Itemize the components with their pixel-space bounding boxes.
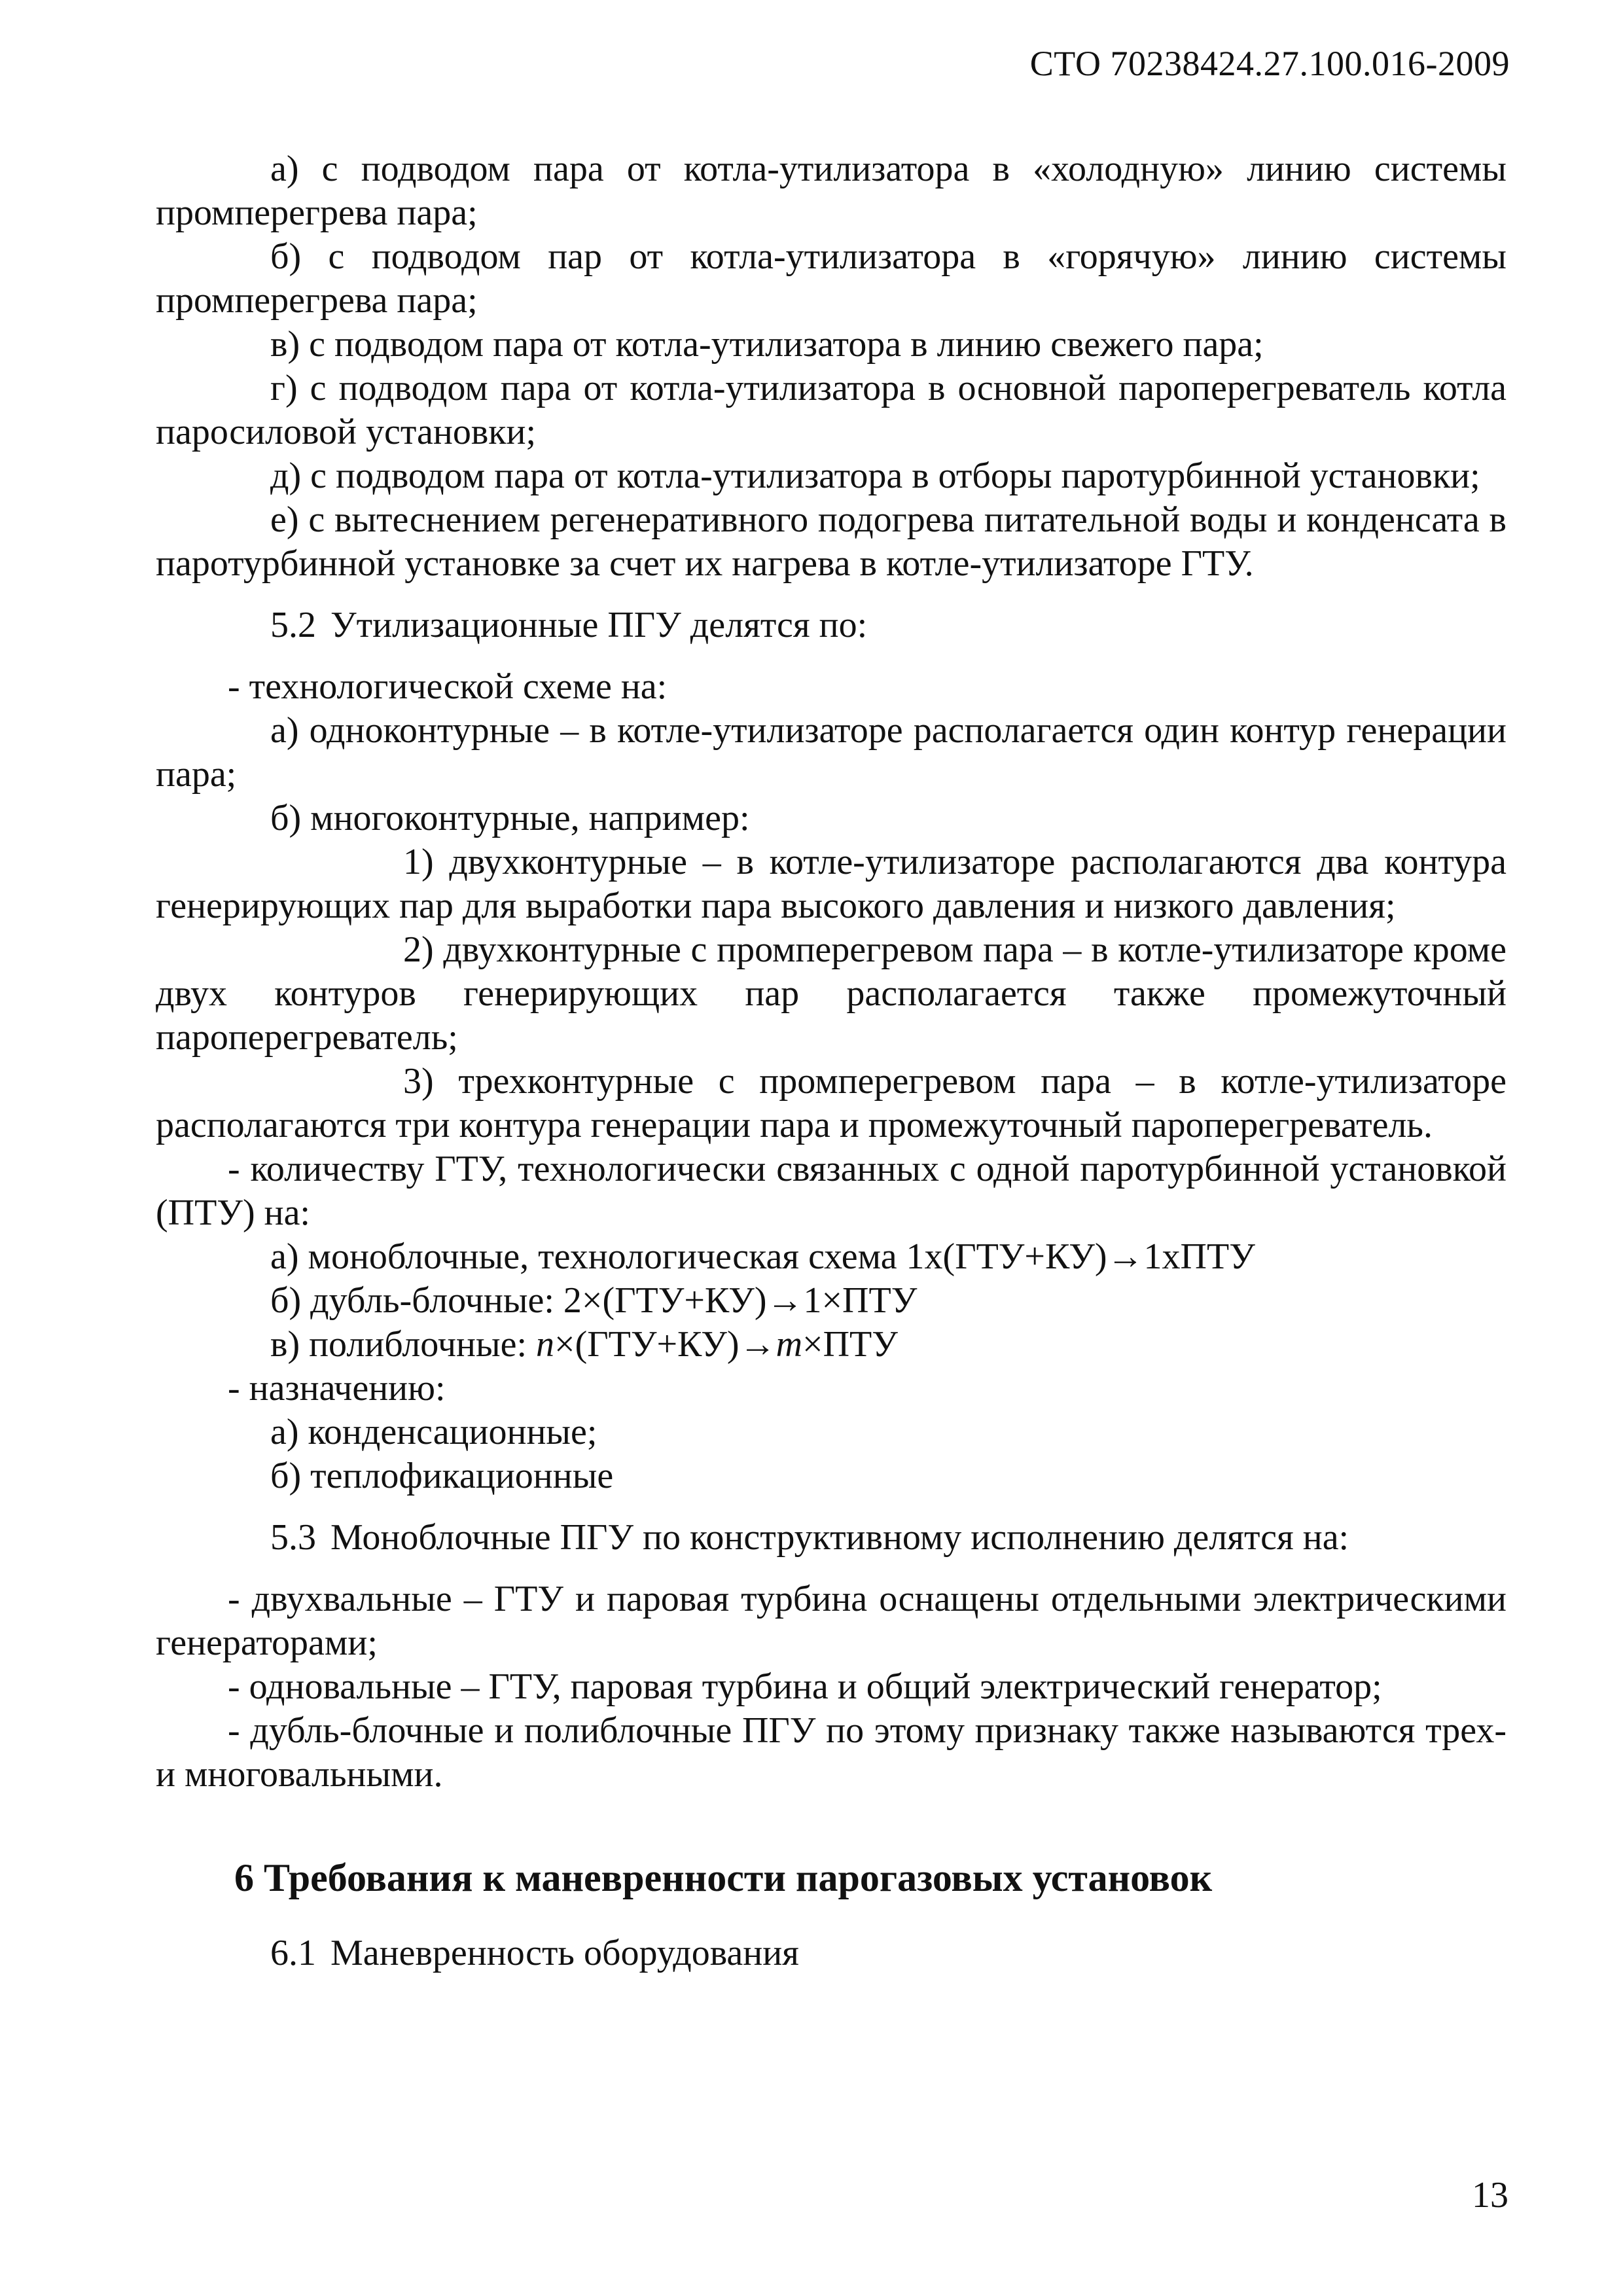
count-item-a: а) моноблочные, технологическая схема 1х(ГТУ+КУ)→1хПТУ xyxy=(270,1236,1255,1277)
clause-5-2 xyxy=(156,603,1507,647)
scheme-item-b1: 1) двухконтурные – в котле-утилизаторе располагаются два контура генерирующих пар для выработки пара высокого давления и низкого давления; xyxy=(156,842,1507,926)
clause-number: 5.3 xyxy=(270,1517,316,1558)
clause-text: Утилизационные ПГУ делятся по: xyxy=(330,605,868,645)
paragraph-list-item-d: д) с подводом пара от котла-утилизатора в отборы паротурбинной установки; xyxy=(270,456,1480,496)
paragraph-list-item-v: в) с подводом пара от котла-утилизатора в линию свежего пара; xyxy=(270,324,1264,365)
bullet-count: - количеству ГТУ, технологически связанных с одной паротурбинной установкой (ПТУ) на: xyxy=(156,1149,1507,1233)
clause-text: Моноблочные ПГУ по конструктивному исполнению делятся на: xyxy=(330,1517,1349,1558)
document-body xyxy=(156,147,1507,1975)
scheme-item-b2: 2) двухконтурные с промперегревом пара – в котле-утилизаторе кроме двух контуров генерирующих пар располагается также промежуточный пароперегреватель; xyxy=(156,929,1507,1058)
page-number: 13 xyxy=(1472,2175,1508,2215)
paragraph-list-item-g: г) с подводом пара от котла-утилизатора в основной пароперегреватель котла паросиловой установки; xyxy=(156,368,1507,452)
count-item-v: в) полиблочные: n×(ГТУ+КУ)→m×ПТУ xyxy=(270,1324,898,1365)
clause-number: 5.2 xyxy=(270,605,316,645)
bullet-single-shaft: - одновальные – ГТУ, паровая турбина и общий электрический генератор; xyxy=(228,1666,1382,1707)
bullet-multi-shaft: - дубль-блочные и полиблочные ПГУ по этому признаку также называются трех- и многовальными. xyxy=(156,1710,1507,1795)
clause-text: Маневренность оборудования xyxy=(330,1933,799,1973)
section-heading: 6 Требования к маневренности парогазовых установок xyxy=(234,1856,1213,1899)
scheme-item-b: б) многоконтурные, например: xyxy=(270,798,750,838)
clause-number: 6.1 xyxy=(270,1933,316,1973)
count-item-b: б) дубль-блочные: 2×(ГТУ+КУ)→1×ПТУ xyxy=(270,1280,918,1321)
paragraph-list-item-a: а) с подводом пара от котла-утилизатора в «холодную» линию системы промперегрева пара; xyxy=(156,149,1507,233)
scheme-item-b3: 3) трехконтурные с промперегревом пара – в котле-утилизаторе располагаются три контура генерации пара и промежуточный пароперегреватель. xyxy=(156,1061,1507,1145)
clause-5-3 xyxy=(156,1516,1507,1560)
paragraph-list-item-e: е) с вытеснением регенеративного подогрева питательной воды и конденсата в паротурбинной установке за счет их нагрева в котле-утилизаторе ГТУ. xyxy=(156,499,1507,584)
bullet-purpose: - назначению: xyxy=(228,1368,446,1408)
scheme-item-a: а) одноконтурные – в котле-утилизаторе располагается один контур генерации пара; xyxy=(156,710,1507,795)
bullet-two-shaft: - двухвальные – ГТУ и паровая турбина оснащены отдельными электрическими генераторами; xyxy=(156,1579,1507,1663)
paragraph-list-item-b: б) с подводом пар от котла-утилизатора в «горячую» линию системы промперегрева пара; xyxy=(156,236,1507,321)
purpose-item-b: б) теплофикационные xyxy=(270,1456,614,1496)
clause-6-1 xyxy=(156,1931,1507,1975)
document-code: СТО 70238424.27.100.016-2009 xyxy=(1029,44,1510,83)
bullet-scheme: - технологической схеме на: xyxy=(228,666,668,707)
purpose-item-a: а) конденсационные; xyxy=(270,1412,597,1452)
